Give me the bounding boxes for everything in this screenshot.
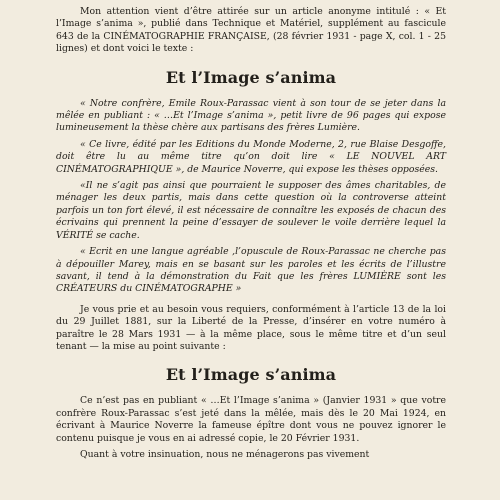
quoted-paragraph-3: «Il ne s’agit pas ainsi que pourraient le supposer des âmes charitables, de ménager les deux partis, mais dans cette question où la controverse atteint parfois un ton fort élevé, il est nécessaire de connaître les exposés de chacun des écrivains qui prennent la peine d’essayer de soulever le voile derrière lequel la VÉRITÉ se cache. xyxy=(56,180,446,241)
request-paragraph: Je vous prie et au besoin vous requiers, conformément à l’article 13 de la loi du 29 Juillet 1881, sur la Liberté de la Presse, d’insérer en votre numéro à paraître le 28 Mars 1931 — à la même place, sous le même titre et d’un seul tenant — la mise au point suivante : xyxy=(56,303,446,352)
quoted-paragraph-1: « Notre confrère, Emile Roux-Parassac vient à son tour de se jeter dans la mêlée en publiant : « …Et l’Image s’anima », petit livre de 96 pages qui expose lumineusement la thèse chère aux partisans des frères Lumière. xyxy=(56,97,446,134)
quoted-paragraph-2: « Ce livre, édité par les Editions du Monde Moderne, 2, rue Blaise Desgoffe, doit être lu au même titre qu’on doit lire « LE NOUVEL ART CINÉMATOGRAPHIQUE », de Maurice Noverre, qui expose les thèses opposées. xyxy=(56,138,446,175)
quoted-paragraph-4: « Ecrit en une langue agréable ,l’opuscule de Roux-Parassac ne cherche pas à dépouiller Marey, mais en se basant sur les paroles et les écrits de l’illustre savant, il tend à la démonstration du Fait que les frères LUMIÈRE sont les CRÉATEURS du CINÉMATOGRAPHE » xyxy=(56,246,446,295)
article-heading-2: Et l’Image s’anima xyxy=(165,365,337,385)
reply-paragraph: Ce n’est pas en publiant « …Et l’Image s’anima » (Janvier 1931 » que votre confrère Roux-Parassac s’est jeté dans la mêlée, mais dès le 20 Mai 1924, en écrivant à Maurice Noverre la fameuse épître dont vous ne pouvez ignorer le contenu puisque je vous en ai adressé copie, le 20 Février 1931. xyxy=(56,395,446,444)
article-heading-1: Et l’Image s’anima xyxy=(165,67,337,87)
intro-paragraph: Mon attention vient d’être attirée sur un article anonyme intitulé : « Et l’Image s’anima », publié dans Technique et Matériel, supplément au fascicule 643 de la CINÉMATOGRAPHIE FRANÇAISE, (28 février 1931 - page X, col. 1 - 25 lignes) et dont voici le texte : xyxy=(56,6,446,55)
cut-off-line: Quant à votre insinuation, nous ne ménagerons pas vivement xyxy=(80,448,370,460)
